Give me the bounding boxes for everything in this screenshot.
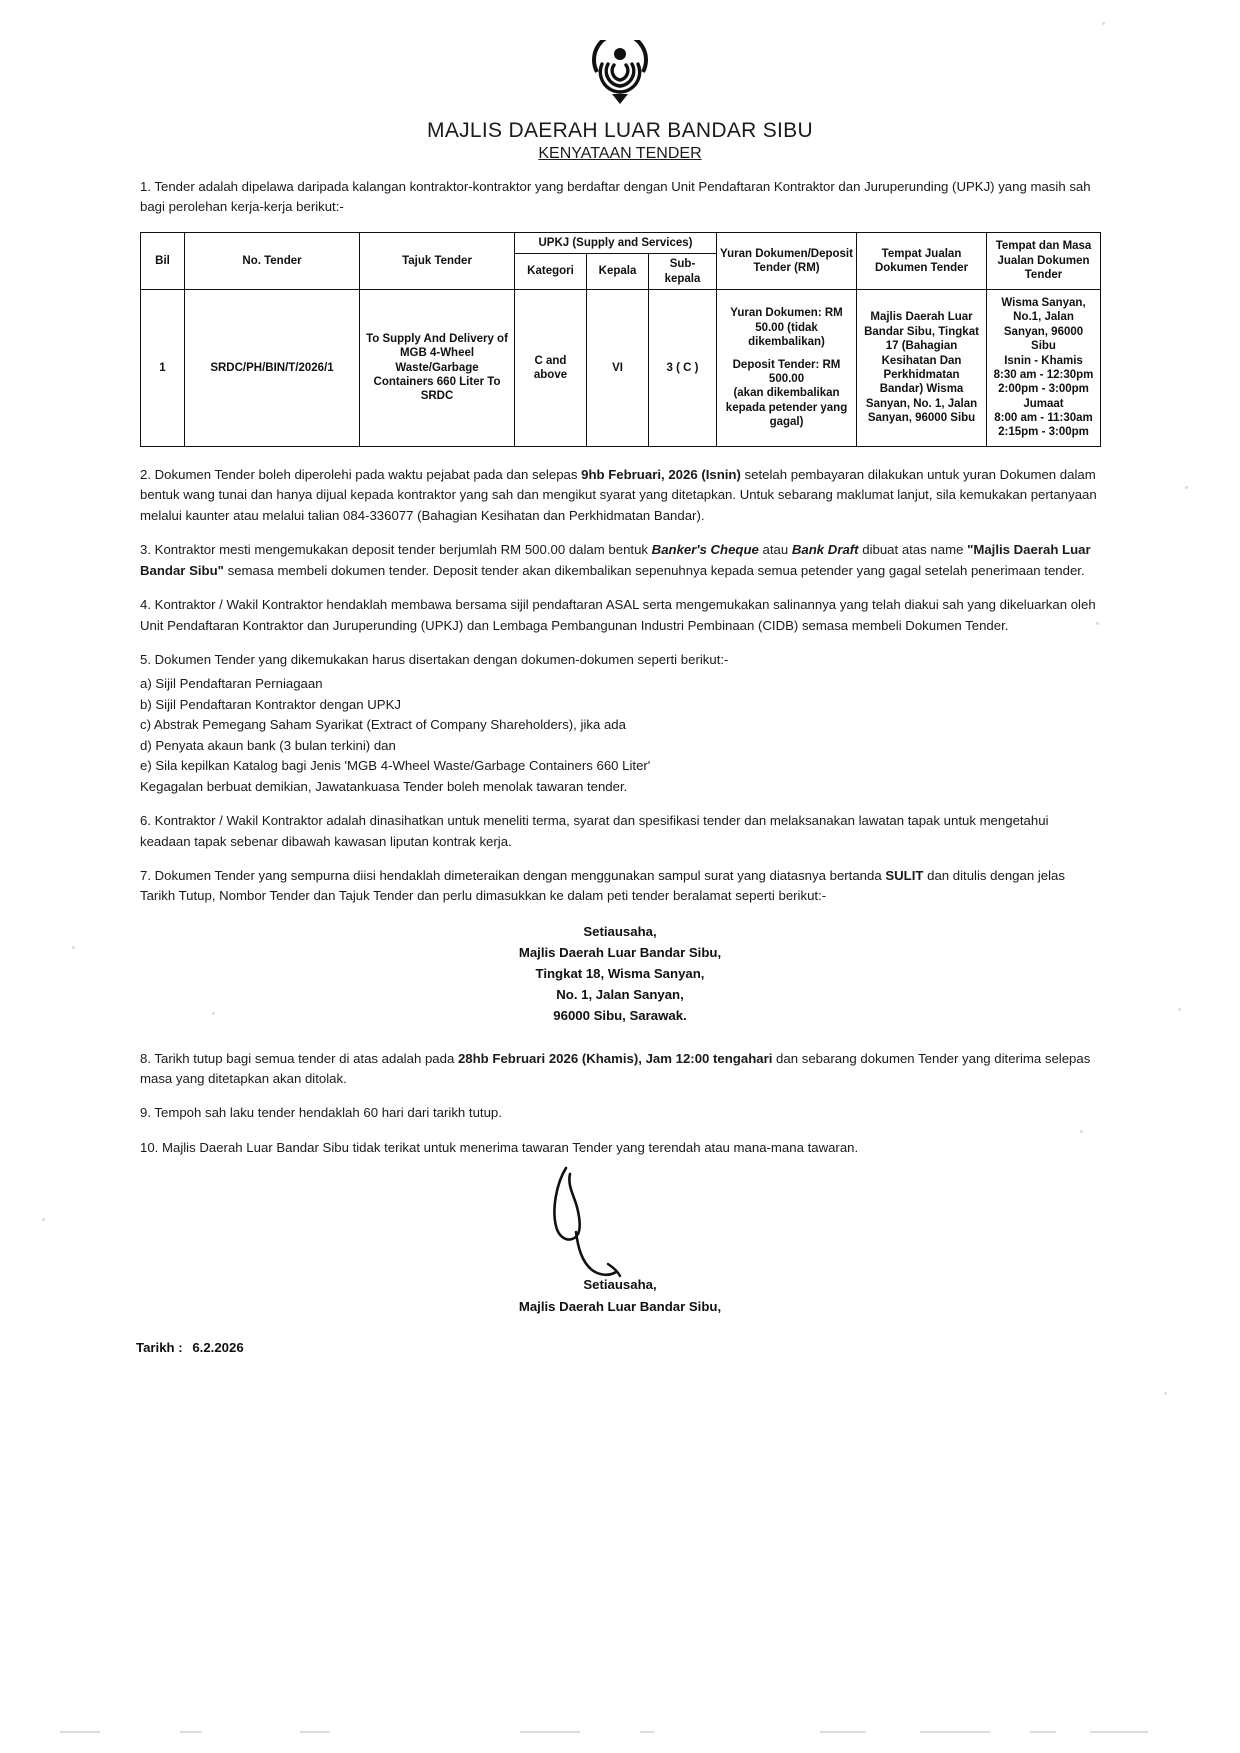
date-label: Tarikh : [136,1340,183,1356]
cell-no-tender: SRDC/PH/BIN/T/2026/1 [185,290,360,447]
cell-sub-kepala: 3 ( C ) [649,290,717,447]
clause-9: 9. Tempoh sah laku tender hendaklah 60 hari dari tarikh tutup. [140,1105,502,1121]
signature-org: Majlis Daerah Luar Bandar Sibu, [518,1298,722,1314]
signature-title: Setiausaha, [583,1277,657,1293]
clause-7 [140,866,1100,907]
tender-box-address [140,921,1100,1027]
clause-3-text-c: dibuat atas name [858,542,968,558]
scan-speck [72,946,75,949]
hours-line: Jumaat [1023,397,1064,410]
document-date [136,1340,1100,1355]
clause-7-text-b: dan ditulis dengan jelas Tarikh Tutup, Nombor Tender dan Tajuk Tender dan perlu dimasukkan ke dalam peti tender beralamat seperti berikut:- [140,868,1065,904]
clause-8-closing-datetime: 28hb Februari 2026 (Khamis), Jam 12:00 tengahari [457,1050,773,1066]
clause-2-text-a: 2. Dokumen Tender boleh diperolehi pada waktu pejabat pada dan selepas [140,466,582,482]
hours-line: 8:00 am - 11:30am [994,412,1093,425]
council-crest-icon [585,40,655,110]
cell-kategori: C and above [515,290,587,447]
address-line: Tingkat 18, Wisma Sanyan, [535,966,705,982]
clause-5-footnote: Kegagalan berbuat demikian, Jawatankuasa Tender boleh menolak tawaran tender. [140,778,628,794]
clause-7-sulit: SULIT [885,868,924,884]
clause-8-text-a: 8. Tarikh tutup bagi semua tender di atas adalah pada [140,1050,458,1066]
list-item: c) Abstrak Pemegang Saham Syarikat (Extract of Company Shareholders), jika ada [140,717,626,733]
th-yuran: Yuran Dokumen/Deposit Tender (RM) [717,232,857,289]
date-value: 6.2.2026 [192,1340,244,1356]
deposit-tender-text: Deposit Tender: RM 500.00 [732,358,841,385]
list-item: a) Sijil Pendaftaran Perniagaan [140,676,323,692]
th-sub-kepala: Sub-kepala [649,254,717,290]
clause-3-bankers-cheque: Banker's Cheque [651,542,759,558]
th-upkj: UPKJ (Supply and Services) [515,232,717,253]
clause-7-text-a: 7. Dokumen Tender yang sempurna diisi hendaklah dimeteraikan dengan menggunakan sampul surat yang diatasnya bertanda [140,868,886,884]
deposit-note-text: (akan dikembalikan kepada petender yang gagal) [725,387,848,429]
signature-caption [140,1274,1100,1316]
cell-tajuk-tender: To Supply And Delivery of MGB 4-Wheel Waste/Garbage Containers 660 Liter To SRDC [360,290,515,447]
scan-speck [1185,486,1188,489]
scan-speck [1164,1392,1167,1395]
clause-3-text-a: 3. Kontraktor mesti mengemukakan deposit tender berjumlah RM 500.00 dalam bentuk [140,542,652,558]
clause-3-bank-draft: Bank Draft [791,542,859,558]
yuran-dokumen-text: Yuran Dokumen: RM 50.00 (tidak dikembalikan) [730,307,843,349]
th-tempat-masa: Tempat dan Masa Jualan Dokumen Tender [987,232,1101,289]
th-kepala: Kepala [587,254,649,290]
clause-3 [140,540,1100,581]
hours-line: 2:00pm - 3:00pm [998,383,1089,396]
table-header-row-1 [141,232,1101,253]
th-bil: Bil [141,232,185,289]
scan-speck [1102,22,1105,25]
list-item: b) Sijil Pendaftaran Kontraktor dengan UPKJ [140,696,401,712]
th-no-tender: No. Tender [185,232,360,289]
cell-kepala: VI [587,290,649,447]
cell-bil: 1 [141,290,185,447]
clause-2 [140,465,1100,526]
document-content [136,40,1100,1356]
clause-5-list [140,674,1100,797]
address-line: Setiausaha, [583,923,657,939]
clause-6: 6. Kontraktor / Wakil Kontraktor adalah dinasihatkan untuk meneliti terma, syarat dan spesifikasi tender dan melaksanakan lawatan tapak untuk mengetahui keadaan tapak sebenar dibawah kawasan liputan kontrak kerja. [140,813,1049,849]
scan-artifact-line [0,1729,1240,1735]
cell-yuran-deposit [717,290,857,447]
address-line: Majlis Daerah Luar Bandar Sibu, [518,945,722,961]
clause-2-date: 9hb Februari, 2026 (Isnin) [581,466,741,482]
table-row [141,290,1101,447]
handwritten-signature-icon [530,1164,660,1289]
clause-8 [140,1049,1100,1090]
clause-4: 4. Kontraktor / Wakil Kontraktor hendaklah membawa bersama sijil pendaftaran ASAL serta mengemukakan salinannya yang telah diakui sah yang dikeluarkan oleh Unit Pendaftaran Kontraktor dan Juruperunding (UPKJ) dan Lembaga Pembangunan Industri Pembinaan (CIDB) semasa membeli Dokumen Tender. [140,597,1096,633]
hours-line: 8:30 am - 12:30pm [993,368,1094,381]
hours-line: Isnin - Khamis [1004,354,1083,367]
scan-speck [1178,1008,1181,1011]
signature-area [140,1164,1100,1314]
document-subtitle: KENYATAAN TENDER [538,145,702,162]
address-line: No. 1, Jalan Sanyan, [556,987,684,1003]
clause-3-payee-name: "Majlis Daerah Luar Bandar Sibu" [140,542,1091,578]
cell-tempat-jualan: Majlis Daerah Luar Bandar Sibu, Tingkat 17 (Bahagian Kesihatan Dan Perkhidmatan Bandar) Wisma Sanyan, No. 1, Jalan Sanyan, 96000 Sibu [857,290,987,447]
hours-line: 2:15pm - 3:00pm [998,426,1089,439]
th-tempat-jualan: Tempat Jualan Dokumen Tender [857,232,987,289]
scan-speck [42,1218,45,1221]
tender-table [140,232,1101,447]
th-tajuk-tender: Tajuk Tender [360,232,515,289]
list-item: e) Sila kepilkan Katalog bagi Jenis 'MGB 4-Wheel Waste/Garbage Containers 660 Liter' [140,758,651,774]
list-item: d) Penyata akaun bank (3 bulan terkini) dan [140,737,396,753]
clause-5-heading: 5. Dokumen Tender yang dikemukakan harus disertakan dengan dokumen-dokumen seperti berikut:- [140,651,729,667]
logo-container [140,40,1100,115]
page-title: MAJLIS DAERAH LUAR BANDAR SIBU [427,119,813,142]
clause-10: 10. Majlis Daerah Luar Bandar Sibu tidak terikat untuk menerima tawaran Tender yang terendah atau mana-mana tawaran. [140,1139,859,1155]
clause-2-text-b: setelah pembayaran dilakukan untuk yuran Dokumen dalam bentuk wang tunai dan hanya dijual kepada kontraktor yang sah dan mengikut syarat yang ditetapkan. Untuk sebarang maklumat lanjut, sila kemukakan pertanyaan melalui kaunter atau melalui talian 084-336077 (Bahagian Kesihatan dan Perkhidmatan Bandar). [140,466,1097,523]
th-kategori: Kategori [515,254,587,290]
intro-paragraph: 1. Tender adalah dipelawa daripada kalangan kontraktor-kontraktor yang berdaftar dengan Unit Pendaftaran Kontraktor dan Juruperunding (UPKJ) yang masih sah bagi perolehan kerja-kerja berikut:- [140,179,1091,215]
clause-3-text-d: semasa membeli dokumen tender. Deposit tender akan dikembalikan sepenuhnya kepada semua petender yang gagal setelah penerimaan tender. [223,562,1085,578]
tempat-masa-address: Wisma Sanyan, No.1, Jalan Sanyan, 96000 Sibu [1001,297,1086,353]
clause-8-text-b: dan sebarang dokumen Tender yang diterima selepas masa yang ditetapkan akan ditolak. [140,1050,1091,1087]
clause-3-text-b: atau [758,542,792,558]
cell-tempat-masa [987,290,1101,447]
address-line: 96000 Sibu, Sarawak. [553,1008,687,1024]
